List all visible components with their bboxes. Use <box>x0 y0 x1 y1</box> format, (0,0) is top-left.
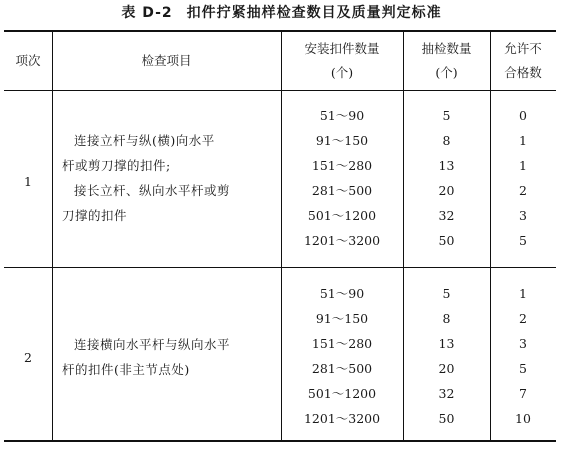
sample-qty-cell: 8 <box>442 311 451 326</box>
header-allowed <box>490 37 556 85</box>
header-sample-qty-line2: (个) <box>435 65 458 80</box>
header-divider <box>4 90 556 91</box>
sample-qty-cell: 32 <box>438 208 455 223</box>
group-2-desc-line: 连接横向水平杆与纵向水平 <box>74 337 231 352</box>
header-install-qty <box>281 37 403 85</box>
sample-qty-cell: 20 <box>438 183 455 198</box>
allowed-cell: 1 <box>519 158 527 173</box>
table-title-text: 扣件拧紧抽样检查数目及质量判定标准 <box>186 5 442 21</box>
group-1-description <box>62 128 279 228</box>
group-1-allowed-col <box>490 103 556 253</box>
sample-qty-cell: 5 <box>442 108 451 123</box>
column-divider <box>52 32 53 440</box>
header-allowed-line1: 允许不 <box>504 41 542 56</box>
header-allowed-line2: 合格数 <box>504 65 542 80</box>
table-title <box>0 4 563 22</box>
group-1-desc-line: 连接立杆与纵(横)向水平 <box>74 133 215 148</box>
allowed-cell: 1 <box>519 133 527 148</box>
install-qty-cell: 51～90 <box>319 286 365 301</box>
header-item-no: 项次 <box>15 53 41 68</box>
allowed-cell: 0 <box>519 108 527 123</box>
group-1-install-col <box>281 103 403 253</box>
install-qty-cell: 151～280 <box>311 336 373 351</box>
table-code: 表 D-2 <box>121 5 173 21</box>
allowed-cell: 5 <box>519 361 527 376</box>
group-1-no: 1 <box>24 174 32 189</box>
group-2-description <box>62 332 279 382</box>
sample-qty-cell: 5 <box>442 286 451 301</box>
allowed-cell: 10 <box>515 411 531 426</box>
install-qty-cell: 501～1200 <box>307 208 377 223</box>
sample-qty-cell: 50 <box>438 233 455 248</box>
allowed-cell: 2 <box>519 183 527 198</box>
group-1-desc-line: 接长立杆、纵向水平杆或剪 <box>74 183 231 198</box>
allowed-cell: 1 <box>519 286 527 301</box>
header-install-qty-line1: 安装扣件数量 <box>304 41 380 56</box>
header-sample-qty <box>403 37 490 85</box>
install-qty-cell: 91～150 <box>315 133 369 148</box>
group-1-sample-col <box>403 103 490 253</box>
group-1-desc-line: 杆或剪刀撑的扣件; <box>62 158 171 173</box>
group-2-allowed-col <box>490 281 556 431</box>
sample-qty-cell: 50 <box>438 411 455 426</box>
group-2-install-col <box>281 281 403 431</box>
group-2-desc-line: 杆的扣件(非主节点处) <box>62 362 190 377</box>
group-2-no: 2 <box>24 350 32 365</box>
group-divider <box>4 267 556 268</box>
allowed-cell: 2 <box>519 311 527 326</box>
install-qty-cell: 51～90 <box>319 108 365 123</box>
sample-qty-cell: 32 <box>438 386 455 401</box>
install-qty-cell: 501～1200 <box>307 386 377 401</box>
group-1-desc-line: 刀撑的扣件 <box>62 208 128 223</box>
inspection-table <box>4 30 556 442</box>
install-qty-cell: 281～500 <box>311 361 373 376</box>
allowed-cell: 5 <box>519 233 527 248</box>
allowed-cell: 3 <box>519 208 527 223</box>
allowed-cell: 3 <box>519 336 527 351</box>
group-2-sample-col <box>403 281 490 431</box>
install-qty-cell: 151～280 <box>311 158 373 173</box>
header-install-qty-line2: (个) <box>330 65 354 80</box>
header-check-item: 检查项目 <box>141 53 192 68</box>
sample-qty-cell: 8 <box>442 133 451 148</box>
install-qty-cell: 281～500 <box>311 183 373 198</box>
install-qty-cell: 1201～3200 <box>303 411 381 426</box>
sample-qty-cell: 13 <box>438 336 455 351</box>
header-sample-qty-line1: 抽检数量 <box>421 41 472 56</box>
sample-qty-cell: 13 <box>438 158 455 173</box>
install-qty-cell: 91～150 <box>315 311 369 326</box>
install-qty-cell: 1201～3200 <box>303 233 381 248</box>
sample-qty-cell: 20 <box>438 361 455 376</box>
allowed-cell: 7 <box>519 386 527 401</box>
